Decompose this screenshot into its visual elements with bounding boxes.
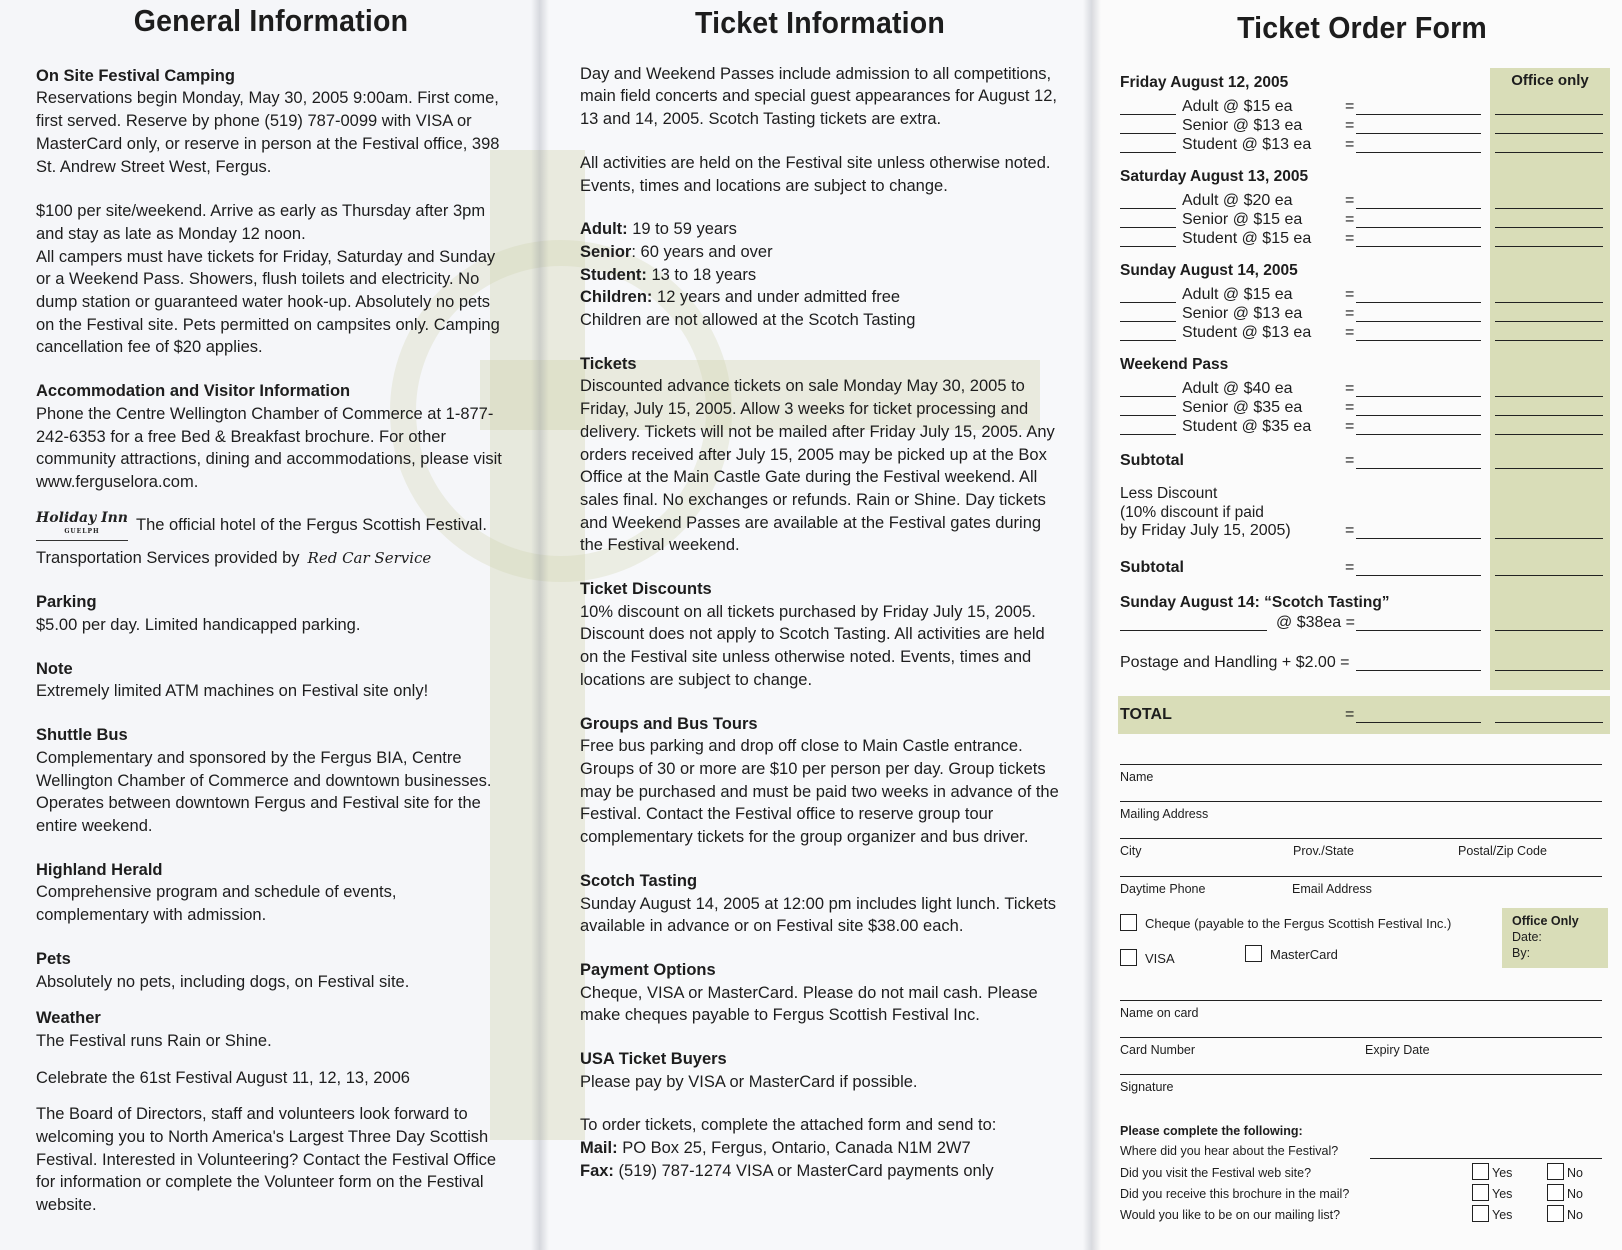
accommodation-heading: Accommodation and Visitor Information bbox=[36, 382, 351, 401]
herald-heading: Highland Herald bbox=[36, 860, 163, 879]
survey-q1: Where did you hear about the Festival? bbox=[1120, 1144, 1339, 1158]
hotel-text: The official hotel of the Fergus Scottish Festival. bbox=[135, 516, 487, 535]
usa-text: Please pay by VISA or MasterCard if possible. bbox=[580, 1072, 918, 1091]
amount-field[interactable] bbox=[1356, 340, 1481, 341]
discounts-heading: Ticket Discounts bbox=[580, 580, 712, 599]
camping-text-2: $100 per site/weekend. Arrive as early as Thursday after 3pm and stay as late as Monday 12 noon. bbox=[36, 202, 486, 243]
amount-field[interactable] bbox=[1356, 434, 1481, 435]
office-field bbox=[1495, 396, 1603, 397]
amount-field[interactable] bbox=[1356, 468, 1481, 469]
weekend-adult-row: Adult @ $40 ea = bbox=[1120, 380, 1610, 400]
weekend-senior-row: Senior @ $35 ea = bbox=[1120, 399, 1610, 419]
tickets-text: Discounted advance tickets on sale Monday May 30, 2005 to Friday, July 15, 2005. Allow 3 weeks for ticket processing and delivery. Tickets will not be mailed after Friday July 15, 2005. Any orders received after July 15, 2005 may be picked up at the Box Office at the Main Castle Gate during the Festival weekend. All sales final. No exchanges or refunds. Rain or Shine. Day tickets and Weekend Passes are available at the Festival gates during the Festival weekend. bbox=[580, 377, 1055, 555]
office-field bbox=[1495, 208, 1603, 209]
office-field bbox=[1495, 415, 1603, 416]
sunday-senior-row: Senior @ $13 ea = bbox=[1120, 305, 1610, 325]
office-field bbox=[1495, 114, 1603, 115]
scotch-tasting-row: @ $38ea = bbox=[1120, 614, 1610, 634]
survey-q1-answer[interactable] bbox=[1370, 1158, 1602, 1159]
qty-field[interactable] bbox=[1120, 415, 1176, 416]
phone-field[interactable]: Daytime Phone Email Address bbox=[1120, 876, 1602, 882]
postage-row: Postage and Handling + $2.00 = bbox=[1120, 654, 1610, 674]
camping-text-1: Reservations begin Monday, May 30, 2005 9:00am. First come, first served. Reserve by phone (519) 787-0099 with VISA or MasterCard only, or reserve in person at the Festival office, 398 St. Andrew Street West, Fergus. bbox=[36, 89, 500, 176]
camping-text-3: All campers must have tickets for Friday, Saturday and Sunday or a Weekend Pass. Showers, flush toilets and electricity. No dump station or guaranteed water hook-up. Absolutely no pets on the Festival site. Pets permitted on campsites only. Camping cancellation fee of $20 applies. bbox=[36, 247, 500, 357]
note-text: Extremely limited ATM machines on Festival site only! bbox=[36, 682, 429, 701]
weekend-heading: Weekend Pass bbox=[1120, 356, 1229, 373]
amount-field[interactable] bbox=[1356, 538, 1481, 539]
office-field bbox=[1495, 630, 1603, 631]
shuttle-heading: Shuttle Bus bbox=[36, 726, 128, 745]
city-field[interactable]: City Prov./State Postal/Zip Code bbox=[1120, 838, 1602, 844]
amount-field[interactable] bbox=[1356, 415, 1481, 416]
name-field[interactable]: Name bbox=[1120, 764, 1602, 770]
hotel-row bbox=[36, 511, 506, 541]
qty-field[interactable] bbox=[1120, 434, 1176, 435]
subtotal2-row: Subtotal = bbox=[1120, 559, 1610, 579]
amount-field[interactable] bbox=[1356, 630, 1481, 631]
mastercard-checkbox[interactable] bbox=[1245, 945, 1262, 962]
office-field bbox=[1495, 434, 1603, 435]
q4-yes-checkbox[interactable] bbox=[1472, 1205, 1489, 1222]
age-senior: Senior: 60 years and over bbox=[580, 242, 773, 261]
qty-field[interactable] bbox=[1120, 246, 1176, 247]
ticket-intro-1: Day and Weekend Passes include admission to all competitions, main field concerts and special guest appearances for August 12, 13 and 14, 2005. Scotch Tasting tickets are extra. bbox=[580, 64, 1057, 129]
weekend-student-row: Student @ $35 ea = bbox=[1120, 418, 1610, 438]
herald-text: Comprehensive program and schedule of events, complementary with admission. bbox=[36, 883, 397, 925]
ticket-info-column bbox=[580, 5, 1060, 1204]
card-number-field[interactable]: Card Number Expiry Date bbox=[1120, 1037, 1602, 1043]
amount-field[interactable] bbox=[1356, 575, 1481, 576]
subtotal-row: Subtotal = bbox=[1120, 452, 1610, 472]
q4-no-checkbox[interactable] bbox=[1547, 1205, 1564, 1222]
mastercard-option[interactable]: MasterCard bbox=[1245, 945, 1338, 962]
visa-option[interactable]: VISA bbox=[1120, 949, 1175, 966]
pets-heading: Pets bbox=[36, 949, 71, 968]
board-text: The Board of Directors, staff and volunteers look forward to welcoming you to North America's Largest Three Day Scottish Festival. Interested in Volunteering? Contact the Festival Office for information or complete the Volunteer form on the Festival website. bbox=[36, 1105, 497, 1215]
q4-no[interactable]: No bbox=[1547, 1205, 1583, 1222]
discounts-text: 10% discount on all tickets purchased by Friday July 15, 2005. Discount does not apply to Scotch Tasting. All activities are held on the Festival site unless otherwise noted. Events, times and locations are subject to change. bbox=[580, 602, 1045, 689]
sunday-student-row: Student @ $13 ea = bbox=[1120, 324, 1610, 344]
payment-text: Cheque, VISA or MasterCard. Please do not mail cash. Please make cheques payable to Fergus Scottish Festival Inc. bbox=[580, 983, 1038, 1025]
office-field bbox=[1495, 468, 1603, 469]
amount-field[interactable] bbox=[1356, 302, 1481, 303]
friday-senior-row: Senior @ $13 ea = bbox=[1120, 117, 1610, 137]
transport-row bbox=[36, 547, 506, 570]
cheque-option[interactable]: Cheque (payable to the Fergus Scottish Festival Inc.) bbox=[1120, 914, 1451, 931]
qty-field[interactable] bbox=[1120, 227, 1176, 228]
qty-field[interactable] bbox=[1120, 321, 1176, 322]
office-field bbox=[1495, 321, 1603, 322]
fold-left bbox=[531, 0, 549, 1250]
office-only-label: Office only bbox=[1511, 72, 1589, 89]
q2-no[interactable]: No bbox=[1547, 1163, 1583, 1180]
office-field bbox=[1495, 152, 1603, 153]
qty-field[interactable] bbox=[1120, 133, 1176, 134]
discount-row: by Friday July 15, 2005) = bbox=[1120, 522, 1610, 542]
q4-yes[interactable]: Yes bbox=[1472, 1205, 1512, 1222]
tickets-heading: Tickets bbox=[580, 354, 637, 373]
scotch-heading: Scotch Tasting bbox=[580, 871, 698, 890]
mail-address: Mail: PO Box 25, Fergus, Ontario, Canada N1M 2W7 bbox=[580, 1139, 971, 1158]
office-field bbox=[1495, 246, 1603, 247]
amount-field[interactable] bbox=[1356, 670, 1481, 671]
parking-text: $5.00 per day. Limited handicapped parking. bbox=[36, 616, 361, 635]
ticket-intro-2: All activities are held on the Festival site unless otherwise noted. Events, times and locations are subject to change. bbox=[580, 153, 1051, 195]
celebrate-text: Celebrate the 61st Festival August 11, 12, 13, 2006 bbox=[36, 1068, 410, 1087]
q2-yes-checkbox[interactable] bbox=[1472, 1163, 1489, 1180]
friday-adult-row: Adult @ $15 ea = bbox=[1120, 98, 1610, 118]
age-adult: Adult: 19 to 59 years bbox=[580, 220, 737, 239]
visa-checkbox[interactable] bbox=[1120, 949, 1137, 966]
qty-field[interactable] bbox=[1120, 396, 1176, 397]
q2-no-checkbox[interactable] bbox=[1547, 1163, 1564, 1180]
qty-field[interactable] bbox=[1120, 340, 1176, 341]
age-student: Student: 13 to 18 years bbox=[580, 265, 757, 284]
survey-heading: Please complete the following: bbox=[1120, 1124, 1303, 1138]
saturday-student-row: Student @ $15 ea = bbox=[1120, 230, 1610, 250]
holiday-inn-logo: Holiday Inn GUELPH bbox=[36, 511, 128, 541]
order-form-header bbox=[1112, 10, 1612, 46]
order-instructions: To order tickets, complete the attached form and send to: bbox=[580, 1116, 997, 1135]
office-field bbox=[1495, 227, 1603, 228]
amount-field[interactable] bbox=[1356, 208, 1481, 209]
children-note: Children are not allowed at the Scotch Tasting bbox=[580, 311, 916, 330]
q3-no-checkbox[interactable] bbox=[1547, 1184, 1564, 1201]
amount-field[interactable] bbox=[1356, 152, 1481, 153]
amount-field[interactable] bbox=[1356, 114, 1481, 115]
qty-field[interactable] bbox=[1120, 114, 1176, 115]
survey-q3: Did you receive this brochure in the mail? bbox=[1120, 1187, 1350, 1201]
office-field bbox=[1495, 670, 1603, 671]
qty-field[interactable] bbox=[1120, 630, 1267, 631]
fold-right bbox=[1083, 0, 1101, 1250]
shuttle-text: Complementary and sponsored by the Fergus BIA, Centre Wellington Chamber of Commerce and downtown businesses. Operates between downtown Fergus and Festival site for the entire weekend. bbox=[36, 748, 492, 835]
qty-field[interactable] bbox=[1120, 208, 1176, 209]
sunday-adult-row: Adult @ $15 ea = bbox=[1120, 286, 1610, 306]
saturday-heading: Saturday August 13, 2005 bbox=[1120, 168, 1309, 185]
friday-heading: Friday August 12, 2005 bbox=[1120, 74, 1289, 91]
red-car-logo: Red Car Service bbox=[307, 548, 432, 567]
qty-field[interactable] bbox=[1120, 152, 1176, 153]
camping-heading: On Site Festival Camping bbox=[36, 66, 235, 85]
amount-field[interactable] bbox=[1356, 321, 1481, 322]
accommodation-text: Phone the Centre Wellington Chamber of Commerce at 1-877-242-6353 for a free Bed & Breakfast brochure. For other community attractions, dining and accommodations, please visit www.ferguselora.com. bbox=[36, 404, 502, 491]
q3-yes-checkbox[interactable] bbox=[1472, 1184, 1489, 1201]
usa-heading: USA Ticket Buyers bbox=[580, 1050, 727, 1069]
qty-field[interactable] bbox=[1120, 302, 1176, 303]
office-field bbox=[1495, 575, 1603, 576]
payment-heading: Payment Options bbox=[580, 960, 716, 979]
office-field bbox=[1495, 538, 1603, 539]
office-field bbox=[1495, 302, 1603, 303]
amount-field[interactable] bbox=[1356, 396, 1481, 397]
name-on-card-field[interactable]: Name on card bbox=[1120, 1000, 1602, 1006]
age-children: Children: 12 years and under admitted free bbox=[580, 288, 901, 307]
general-column bbox=[36, 3, 506, 1238]
office-field bbox=[1495, 722, 1603, 723]
groups-heading: Groups and Bus Tours bbox=[580, 714, 758, 733]
friday-student-row: Student @ $13 ea = bbox=[1120, 136, 1610, 156]
saturday-senior-row: Senior @ $15 ea = bbox=[1120, 211, 1610, 231]
survey-q4: Would you like to be on our mailing list? bbox=[1120, 1208, 1341, 1222]
amount-field[interactable] bbox=[1356, 246, 1481, 247]
office-field bbox=[1495, 340, 1603, 341]
weather-text: The Festival runs Rain or Shine. bbox=[36, 1031, 272, 1050]
q2-yes[interactable]: Yes bbox=[1472, 1163, 1512, 1180]
office-field bbox=[1495, 133, 1603, 134]
cheque-checkbox[interactable] bbox=[1120, 914, 1137, 931]
sunday-heading: Sunday August 14, 2005 bbox=[1120, 262, 1298, 279]
note-heading: Note bbox=[36, 659, 73, 678]
groups-text: Free bus parking and drop off close to Main Castle entrance. Groups of 30 or more are $10 per person per day. Group tickets may be purchased and must be paid two weeks in advance of the Festival. Contact the Festival office to reserve group tour complementary tickets for the group organizer and bus driver. bbox=[580, 737, 1059, 847]
parking-heading: Parking bbox=[36, 593, 97, 612]
scotch-tasting-heading: Sunday August 14: “Scotch Tasting” bbox=[1120, 594, 1390, 611]
signature-field[interactable]: Signature bbox=[1120, 1074, 1602, 1080]
pets-text: Absolutely no pets, including dogs, on Festival site. bbox=[36, 972, 410, 991]
office-only-box: Office Only Date: By: bbox=[1502, 908, 1608, 968]
amount-field[interactable] bbox=[1356, 722, 1481, 723]
transport-text: Transportation Services provided by bbox=[36, 548, 300, 567]
general-title: General Information bbox=[133, 3, 409, 38]
q3-yes[interactable]: Yes bbox=[1472, 1184, 1512, 1201]
less-discount-label: Less Discount (10% discount if paid bbox=[1120, 485, 1264, 521]
amount-field[interactable] bbox=[1356, 227, 1481, 228]
fax-number: Fax: (519) 787-1274 VISA or MasterCard payments only bbox=[580, 1161, 994, 1180]
amount-field[interactable] bbox=[1356, 133, 1481, 134]
scotch-text: Sunday August 14, 2005 at 12:00 pm includes light lunch. Tickets available in advance or on Festival site $38.00 each. bbox=[580, 894, 1057, 936]
mailing-address-field[interactable]: Mailing Address bbox=[1120, 801, 1602, 807]
weather-heading: Weather bbox=[36, 1009, 101, 1028]
saturday-adult-row: Adult @ $20 ea = bbox=[1120, 192, 1610, 212]
ticket-info-title: Ticket Information bbox=[694, 5, 945, 40]
order-form-title: Ticket Order Form bbox=[1237, 10, 1487, 45]
office-only-column bbox=[1490, 68, 1610, 690]
q3-no[interactable]: No bbox=[1547, 1184, 1583, 1201]
survey-q2: Did you visit the Festival web site? bbox=[1120, 1166, 1312, 1180]
total-row: TOTAL = bbox=[1120, 706, 1610, 726]
